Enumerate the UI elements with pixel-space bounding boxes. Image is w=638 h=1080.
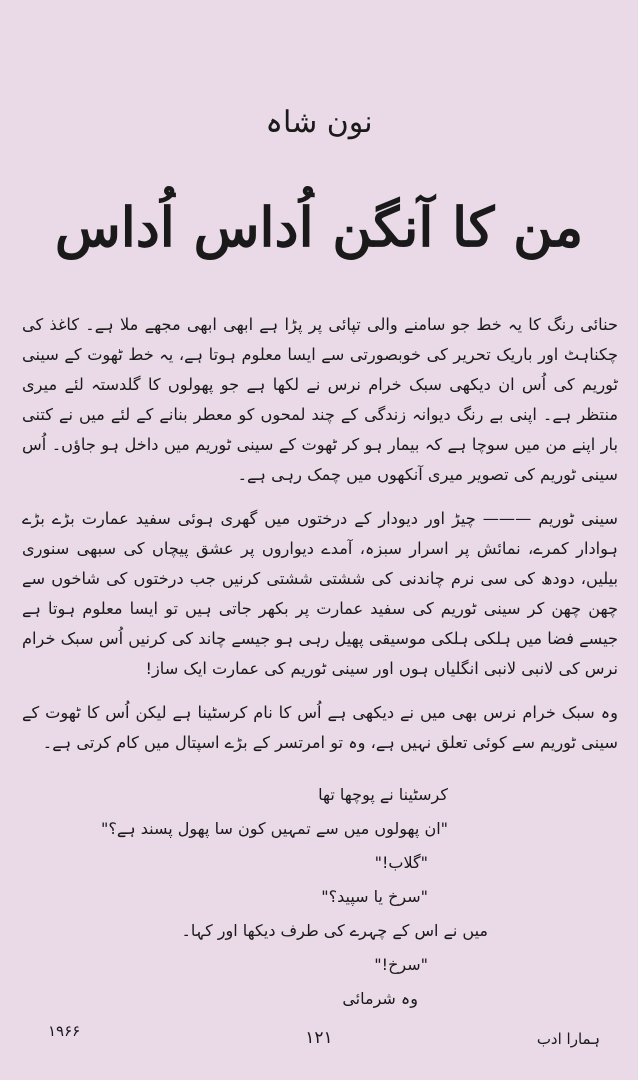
journal-name: ہمارا ادب xyxy=(536,1030,600,1048)
story-body xyxy=(22,310,618,772)
dialog-block xyxy=(38,778,598,1016)
dialog-line: کرسٹینا نے پوچھا تھا xyxy=(318,785,448,804)
dialog-line: "سرخ یا سپید؟" xyxy=(321,887,428,906)
footer-year: ۱۹۶۶ xyxy=(48,1022,81,1040)
page-number: ۱۲۱ xyxy=(305,1028,333,1048)
paragraph: حنائی رنگ کا یہ خط جو سامنے والی تپائی پر پڑا ہے ابھی ابھی مجھے ملا ہے۔ کاغذ کی چکناہٹ اور باریک تحریر کی خوبصورتی سے ایسا معلوم ہوتا ہے، یہ خط ٹھوت کے سینی ٹوریم کی اُس ان دیکھی سبک خرام نرس نے لکھا ہے جو پھولوں کا گلدستہ لئے میری منتظر ہے۔ اپنی بے رنگ دیوانہ زندگی کے چند لمحوں کو معطر بنانے کے لئے میں نے کتنی بار اپنے من میں سوچا ہے کہ بیمار ہو کر ٹھوت کے سینی ٹوریم میں داخل ہو جاؤں۔ اُس سینی ٹوریم کی تصویر میری آنکھوں میں چمک رہی ہے۔ xyxy=(22,315,618,484)
paragraph: سینی ٹوریم ——— چیڑ اور دیودار کے درختوں میں گھری ہوئی سفید عمارت بڑے بڑے ہوادار کمرے، نمائش پر اسرار سبزہ، آمدے دیواروں پر عشق پیچاں کی سبھی سنوری بیلیں، دودھ کی سی نرم چاندنی کی ششتی ششتی کرنیں جب درختوں کی شاخوں سے چھن چھن کر سینی ٹوریم کی سفید عمارت پر بکھر جاتی ہیں تو ایسا معلوم ہوتا ہے جیسے فضا میں ہلکی ہلکی موسیقی پھیل رہی ہو جیسے چاند کی کرنیں اُس سبک خرام نرس کی لانبی لانبی انگلیاں ہوں اور سینی ٹوریم کی عمارت ایک ساز! xyxy=(22,509,618,678)
author-name: نون شاہ xyxy=(265,105,373,140)
dialog-line: "ان پھولوں میں سے تمہیں کون سا پھول پسند ہے؟" xyxy=(101,819,448,838)
dialog-line: "گلاب!" xyxy=(374,853,428,872)
dialog-line: "سرخ!" xyxy=(374,955,428,974)
dialog-line: وہ شرمائی xyxy=(342,989,418,1008)
dialog-line: میں نے اس کے چہرے کی طرف دیکھا اور کہا۔ xyxy=(181,921,488,940)
paragraph: وہ سبک خرام نرس بھی میں نے دیکھی ہے اُس کا نام کرسٹینا ہے لیکن اُس کا ٹھوت کے سینی ٹوریم سے کوئی تعلق نہیں ہے، وہ تو امرتسر کے بڑے اسپتال میں کام کرتی ہے۔ xyxy=(22,703,618,752)
story-title: من کا آنگن اُداس اُداس xyxy=(54,195,584,259)
